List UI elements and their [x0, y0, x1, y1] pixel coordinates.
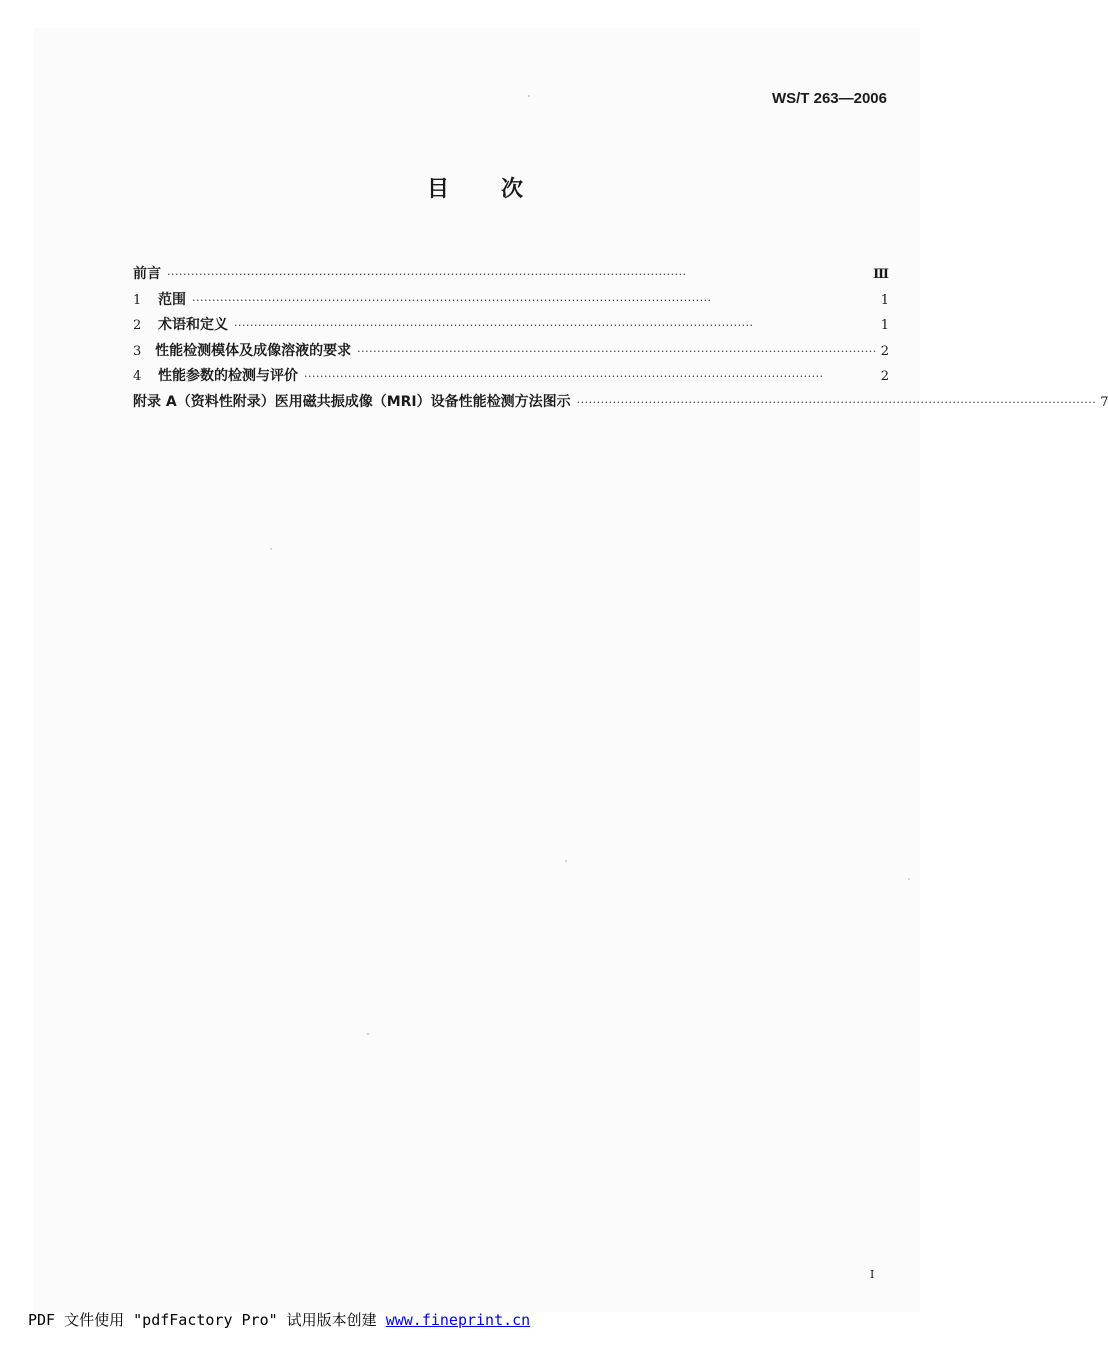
toc-item-number: 1 — [133, 292, 142, 308]
toc-item-foreword[interactable] — [133, 263, 889, 289]
footer-text: PDF 文件使用 "pdfFactory Pro" 试用版本创建 — [28, 1311, 386, 1329]
scan-speck — [528, 95, 530, 97]
scan-speck — [565, 860, 567, 862]
pdf-footer — [28, 1309, 530, 1330]
toc-item-page: 2 — [880, 343, 889, 359]
toc-title-char-1: 目 — [426, 177, 449, 202]
toc-item-terms[interactable] — [133, 314, 889, 340]
toc-item-page: 7 — [1100, 394, 1108, 410]
scan-speck — [270, 548, 272, 550]
footer-link[interactable]: www.fineprint.cn — [385, 1311, 531, 1329]
toc-item-page: Ⅲ — [873, 267, 889, 282]
page-number: I — [870, 1268, 875, 1281]
toc-leader: ·································································································································· — [357, 344, 877, 358]
toc-item-page: 2 — [880, 369, 889, 384]
standard-code: WS/T 263—2006 — [771, 90, 887, 107]
toc-item-number: 4 — [133, 369, 142, 384]
toc-item-label: 附录 A（资料性附录）医用磁共振成像（MRI）设备性能检测方法图示 — [133, 393, 571, 410]
toc-item-label: 前言 — [133, 266, 161, 282]
toc-title — [0, 172, 950, 203]
toc-leader: ·································································································································· — [304, 370, 824, 383]
toc-leader: ·································································································································· — [576, 395, 1097, 409]
toc-item-number: 3 — [133, 343, 142, 359]
toc-item-scope[interactable] — [133, 289, 889, 315]
toc-leader: ·································································································································· — [167, 268, 687, 281]
toc-item-page: 1 — [880, 292, 889, 308]
toc-item-parameter-testing[interactable] — [133, 365, 889, 391]
toc-item-label: 范围 — [158, 291, 186, 308]
toc-item-number: 2 — [133, 318, 142, 333]
toc-item-page: 1 — [880, 318, 889, 333]
toc-item-phantom-requirements[interactable] — [133, 340, 889, 366]
toc-item-label: 术语和定义 — [158, 317, 228, 333]
toc-item-appendix-a[interactable] — [133, 391, 1108, 417]
toc-title-char-2: 次 — [501, 177, 524, 202]
scan-speck — [908, 878, 910, 880]
toc-item-label: 性能检测模体及成像溶液的要求 — [155, 342, 352, 359]
table-of-contents — [133, 263, 1108, 416]
document-page — [34, 28, 920, 1312]
toc-leader: ·································································································································· — [192, 293, 712, 307]
toc-item-label: 性能参数的检测与评价 — [158, 368, 298, 384]
scan-speck — [367, 1033, 369, 1035]
toc-leader: ·································································································································· — [234, 319, 754, 332]
